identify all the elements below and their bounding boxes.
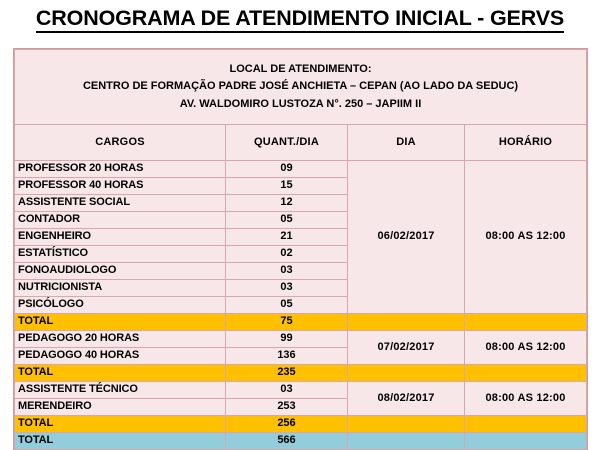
horario-cell: 08:00 AS 12:00 bbox=[465, 161, 587, 314]
quant-cell: 03 bbox=[226, 280, 348, 297]
quant-cell: 05 bbox=[226, 297, 348, 314]
table-row bbox=[15, 331, 587, 348]
total-dia-empty bbox=[348, 416, 465, 433]
quant-cell: 99 bbox=[226, 331, 348, 348]
cargo-cell: MERENDEIRO bbox=[15, 399, 226, 416]
column-header-horario: HORÁRIO bbox=[465, 125, 587, 161]
page-title-text: CRONOGRAMA DE ATENDIMENTO INICIAL - GERVS bbox=[36, 6, 564, 33]
grand-total-dia-empty bbox=[348, 433, 465, 450]
total-quant: 256 bbox=[226, 416, 348, 433]
cargo-cell: PROFESSOR 20 HORAS bbox=[15, 161, 226, 178]
quant-cell: 05 bbox=[226, 212, 348, 229]
cargo-cell: NUTRICIONISTA bbox=[15, 280, 226, 297]
total-quant: 235 bbox=[226, 365, 348, 382]
total-horario-empty bbox=[465, 365, 587, 382]
location-header-row bbox=[15, 50, 587, 125]
total-dia-empty bbox=[348, 365, 465, 382]
quant-cell: 15 bbox=[226, 178, 348, 195]
table-header-row bbox=[15, 125, 587, 161]
cargo-cell: PSICÓLOGO bbox=[15, 297, 226, 314]
location-address: AV. WALDOMIRO LUSTOZA N°. 250 – JAPIIM II bbox=[179, 97, 422, 110]
cargo-cell: CONTADOR bbox=[15, 212, 226, 229]
total-row bbox=[15, 365, 587, 382]
quant-cell: 21 bbox=[226, 229, 348, 246]
schedule-table bbox=[14, 49, 587, 450]
dia-cell: 08/02/2017 bbox=[348, 382, 465, 416]
page-title bbox=[0, 6, 600, 31]
location-header-cell bbox=[15, 50, 587, 125]
dia-cell: 07/02/2017 bbox=[348, 331, 465, 365]
grand-total-row bbox=[15, 433, 587, 450]
total-horario-empty bbox=[465, 314, 587, 331]
grand-total-label: TOTAL bbox=[15, 433, 226, 450]
cargo-cell: ASSISTENTE TÉCNICO bbox=[15, 382, 226, 399]
total-label: TOTAL bbox=[15, 314, 226, 331]
quant-cell: 03 bbox=[226, 263, 348, 280]
total-label: TOTAL bbox=[15, 365, 226, 382]
total-quant: 75 bbox=[226, 314, 348, 331]
total-row bbox=[15, 314, 587, 331]
grand-total-quant: 566 bbox=[226, 433, 348, 450]
cargo-cell: PEDAGOGO 20 HORAS bbox=[15, 331, 226, 348]
dia-cell: 06/02/2017 bbox=[348, 161, 465, 314]
table-row bbox=[15, 382, 587, 399]
cargo-cell: PROFESSOR 40 HORAS bbox=[15, 178, 226, 195]
cargo-cell: ASSISTENTE SOCIAL bbox=[15, 195, 226, 212]
quant-cell: 09 bbox=[226, 161, 348, 178]
cargo-cell: PEDAGOGO 40 HORAS bbox=[15, 348, 226, 365]
total-horario-empty bbox=[465, 416, 587, 433]
column-header-dia: DIA bbox=[348, 125, 465, 161]
cargo-cell: ENGENHEIRO bbox=[15, 229, 226, 246]
location-venue: CENTRO DE FORMAÇÃO PADRE JOSÉ ANCHIETA – CEPAN (AO LADO DA SEDUC) bbox=[82, 80, 519, 93]
horario-cell: 08:00 AS 12:00 bbox=[465, 331, 587, 365]
location-label: LOCAL DE ATENDIMENTO: bbox=[229, 63, 372, 76]
column-header-cargos: CARGOS bbox=[15, 125, 226, 161]
table-row bbox=[15, 161, 587, 178]
total-row bbox=[15, 416, 587, 433]
quant-cell: 12 bbox=[226, 195, 348, 212]
quant-cell: 253 bbox=[226, 399, 348, 416]
grand-total-horario-empty bbox=[465, 433, 587, 450]
total-label: TOTAL bbox=[15, 416, 226, 433]
cargo-cell: FONOAUDIOLOGO bbox=[15, 263, 226, 280]
quant-cell: 03 bbox=[226, 382, 348, 399]
column-header-quantdia: QUANT./DIA bbox=[226, 125, 348, 161]
horario-cell: 08:00 AS 12:00 bbox=[465, 382, 587, 416]
quant-cell: 136 bbox=[226, 348, 348, 365]
total-dia-empty bbox=[348, 314, 465, 331]
quant-cell: 02 bbox=[226, 246, 348, 263]
cargo-cell: ESTATÍSTICO bbox=[15, 246, 226, 263]
